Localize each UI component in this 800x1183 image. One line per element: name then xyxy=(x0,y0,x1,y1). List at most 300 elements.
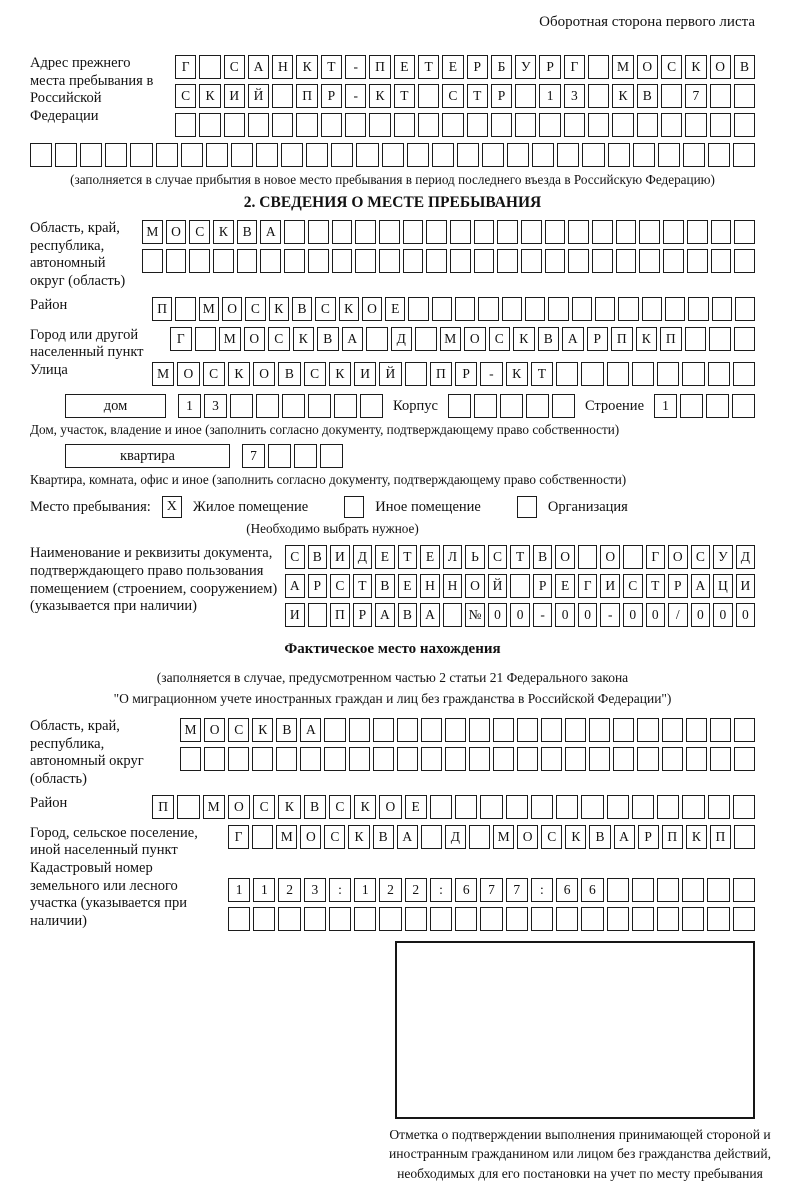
char-cell[interactable]: К xyxy=(513,327,535,351)
char-cell[interactable] xyxy=(623,545,643,569)
char-cell[interactable]: Д xyxy=(353,545,373,569)
char-cell[interactable] xyxy=(206,143,228,167)
char-cell[interactable]: Р xyxy=(321,84,342,108)
char-cell[interactable]: 1 xyxy=(228,878,250,902)
char-cell[interactable] xyxy=(506,795,528,819)
char-cell[interactable]: Е xyxy=(375,545,395,569)
char-cell[interactable] xyxy=(469,718,490,742)
char-cell[interactable]: Р xyxy=(353,603,373,627)
char-cell[interactable] xyxy=(450,249,471,273)
char-cell[interactable] xyxy=(426,249,447,273)
char-cell[interactable]: П xyxy=(330,603,350,627)
char-cell[interactable] xyxy=(733,795,755,819)
char-cell[interactable] xyxy=(284,249,305,273)
char-cell[interactable]: Е xyxy=(394,55,415,79)
char-cell[interactable]: С xyxy=(489,327,511,351)
char-cell[interactable]: С xyxy=(245,297,265,321)
char-cell[interactable] xyxy=(568,249,589,273)
char-cell[interactable] xyxy=(382,143,404,167)
char-cell[interactable]: И xyxy=(600,574,620,598)
char-cell[interactable]: К xyxy=(199,84,220,108)
char-cell[interactable]: - xyxy=(345,84,366,108)
char-cell[interactable]: В xyxy=(533,545,553,569)
char-cell[interactable]: О xyxy=(668,545,688,569)
char-cell[interactable] xyxy=(733,362,755,386)
char-cell[interactable] xyxy=(237,249,258,273)
char-cell[interactable] xyxy=(278,907,300,931)
char-cell[interactable] xyxy=(334,394,357,418)
char-cell[interactable] xyxy=(545,220,566,244)
char-cell[interactable] xyxy=(430,907,452,931)
char-cell[interactable]: 3 xyxy=(564,84,585,108)
char-cell[interactable] xyxy=(199,55,220,79)
char-cell[interactable] xyxy=(637,113,658,137)
char-cell[interactable] xyxy=(256,143,278,167)
char-cell[interactable]: М xyxy=(203,795,225,819)
char-cell[interactable] xyxy=(379,249,400,273)
char-cell[interactable]: 2 xyxy=(278,878,300,902)
char-cell[interactable]: Г xyxy=(564,55,585,79)
char-cell[interactable]: К xyxy=(339,297,359,321)
char-cell[interactable]: Е xyxy=(442,55,463,79)
char-cell[interactable]: К xyxy=(228,362,250,386)
char-cell[interactable] xyxy=(282,394,305,418)
char-cell[interactable]: О xyxy=(555,545,575,569)
char-cell[interactable] xyxy=(556,362,578,386)
char-cell[interactable]: К xyxy=(348,825,369,849)
char-cell[interactable]: П xyxy=(611,327,633,351)
char-cell[interactable]: В xyxy=(375,574,395,598)
char-cell[interactable] xyxy=(331,143,353,167)
char-cell[interactable] xyxy=(199,113,220,137)
char-cell[interactable]: 0 xyxy=(578,603,598,627)
char-cell[interactable]: 6 xyxy=(455,878,477,902)
char-cell[interactable]: Т xyxy=(467,84,488,108)
char-cell[interactable]: С xyxy=(691,545,711,569)
char-cell[interactable]: М xyxy=(440,327,462,351)
char-cell[interactable] xyxy=(421,747,442,771)
char-cell[interactable] xyxy=(733,143,755,167)
char-cell[interactable] xyxy=(581,795,603,819)
char-cell[interactable]: Б xyxy=(491,55,512,79)
char-cell[interactable]: С xyxy=(488,545,508,569)
char-cell[interactable]: О xyxy=(166,220,187,244)
char-cell[interactable] xyxy=(502,297,522,321)
char-cell[interactable]: П xyxy=(662,825,683,849)
char-cell[interactable] xyxy=(177,795,199,819)
char-cell[interactable] xyxy=(80,143,102,167)
char-cell[interactable]: И xyxy=(354,362,376,386)
char-cell[interactable]: Р xyxy=(467,55,488,79)
char-cell[interactable]: В xyxy=(538,327,560,351)
char-cell[interactable]: М xyxy=(493,825,514,849)
char-cell[interactable] xyxy=(397,747,418,771)
char-cell[interactable] xyxy=(734,220,755,244)
char-cell[interactable]: 1 xyxy=(178,394,201,418)
char-cell[interactable]: Е xyxy=(385,297,405,321)
char-cell[interactable]: Т xyxy=(353,574,373,598)
char-cell[interactable] xyxy=(355,249,376,273)
char-cell[interactable] xyxy=(379,220,400,244)
char-cell[interactable] xyxy=(252,747,273,771)
char-cell[interactable] xyxy=(510,574,530,598)
char-cell[interactable]: А xyxy=(614,825,635,849)
char-cell[interactable]: О xyxy=(222,297,242,321)
char-cell[interactable] xyxy=(455,795,477,819)
char-cell[interactable]: 1 xyxy=(354,878,376,902)
char-cell[interactable]: О xyxy=(637,55,658,79)
char-cell[interactable] xyxy=(379,907,401,931)
char-cell[interactable] xyxy=(613,718,634,742)
char-cell[interactable] xyxy=(711,249,732,273)
char-cell[interactable] xyxy=(272,84,293,108)
char-cell[interactable] xyxy=(545,249,566,273)
char-cell[interactable]: 1 xyxy=(539,84,560,108)
char-cell[interactable]: Г xyxy=(228,825,249,849)
char-cell[interactable] xyxy=(360,394,383,418)
char-cell[interactable] xyxy=(734,747,755,771)
char-cell[interactable] xyxy=(248,113,269,137)
char-cell[interactable] xyxy=(616,249,637,273)
char-cell[interactable]: В xyxy=(637,84,658,108)
char-cell[interactable]: С xyxy=(203,362,225,386)
char-cell[interactable] xyxy=(260,249,281,273)
char-cell[interactable] xyxy=(430,795,452,819)
char-cell[interactable]: А xyxy=(397,825,418,849)
char-cell[interactable] xyxy=(639,220,660,244)
char-cell[interactable] xyxy=(589,718,610,742)
char-cell[interactable]: П xyxy=(152,297,172,321)
char-cell[interactable]: С xyxy=(285,545,305,569)
char-cell[interactable] xyxy=(581,907,603,931)
char-cell[interactable]: О xyxy=(465,574,485,598)
char-cell[interactable]: 3 xyxy=(204,394,227,418)
char-cell[interactable] xyxy=(557,143,579,167)
char-cell[interactable] xyxy=(663,249,684,273)
char-cell[interactable]: 1 xyxy=(253,878,275,902)
char-cell[interactable] xyxy=(632,907,654,931)
char-cell[interactable]: С xyxy=(623,574,643,598)
char-cell[interactable] xyxy=(300,747,321,771)
char-cell[interactable]: О xyxy=(244,327,266,351)
char-cell[interactable] xyxy=(517,747,538,771)
char-cell[interactable]: А xyxy=(562,327,584,351)
char-cell[interactable]: П xyxy=(296,84,317,108)
char-cell[interactable]: 7 xyxy=(480,878,502,902)
char-cell[interactable] xyxy=(710,747,731,771)
char-cell[interactable] xyxy=(421,718,442,742)
char-cell[interactable] xyxy=(224,113,245,137)
char-cell[interactable] xyxy=(734,113,755,137)
char-cell[interactable] xyxy=(332,249,353,273)
char-cell[interactable]: 0 xyxy=(555,603,575,627)
char-cell[interactable] xyxy=(661,84,682,108)
char-cell[interactable]: С xyxy=(175,84,196,108)
char-cell[interactable]: 2 xyxy=(379,878,401,902)
char-cell[interactable]: О xyxy=(204,718,225,742)
char-cell[interactable]: С xyxy=(329,795,351,819)
char-cell[interactable] xyxy=(442,113,463,137)
char-cell[interactable] xyxy=(478,297,498,321)
char-cell[interactable] xyxy=(588,113,609,137)
char-cell[interactable]: 0 xyxy=(510,603,530,627)
char-cell[interactable]: Т xyxy=(321,55,342,79)
char-cell[interactable]: С xyxy=(224,55,245,79)
char-cell[interactable] xyxy=(665,297,685,321)
char-cell[interactable]: В xyxy=(278,362,300,386)
char-cell[interactable] xyxy=(175,113,196,137)
char-cell[interactable] xyxy=(607,878,629,902)
char-cell[interactable] xyxy=(687,249,708,273)
char-cell[interactable]: К xyxy=(636,327,658,351)
char-cell[interactable] xyxy=(455,297,475,321)
char-cell[interactable]: Н xyxy=(272,55,293,79)
char-cell[interactable]: 0 xyxy=(691,603,711,627)
char-cell[interactable] xyxy=(281,143,303,167)
char-cell[interactable] xyxy=(231,143,253,167)
char-cell[interactable] xyxy=(709,327,731,351)
char-cell[interactable]: П xyxy=(660,327,682,351)
char-cell[interactable] xyxy=(657,362,679,386)
char-cell[interactable]: Т xyxy=(510,545,530,569)
char-cell[interactable]: В xyxy=(237,220,258,244)
char-cell[interactable]: К xyxy=(612,84,633,108)
char-cell[interactable] xyxy=(491,113,512,137)
char-cell[interactable]: Д xyxy=(391,327,413,351)
char-cell[interactable] xyxy=(156,143,178,167)
char-cell[interactable]: Й xyxy=(488,574,508,598)
char-cell[interactable]: Г xyxy=(170,327,192,351)
char-cell[interactable] xyxy=(734,718,755,742)
char-cell[interactable]: - xyxy=(600,603,620,627)
char-cell[interactable]: А xyxy=(342,327,364,351)
char-cell[interactable] xyxy=(710,113,731,137)
char-cell[interactable]: С xyxy=(268,327,290,351)
char-cell[interactable]: 6 xyxy=(556,878,578,902)
char-cell[interactable]: И xyxy=(285,603,305,627)
char-cell[interactable] xyxy=(682,795,704,819)
char-cell[interactable] xyxy=(272,113,293,137)
char-cell[interactable]: М xyxy=(219,327,241,351)
checkbox-residential[interactable]: X xyxy=(162,496,182,518)
char-cell[interactable] xyxy=(304,907,326,931)
char-cell[interactable]: П xyxy=(152,795,174,819)
char-cell[interactable] xyxy=(521,249,542,273)
char-cell[interactable]: Е xyxy=(420,545,440,569)
char-cell[interactable]: Р xyxy=(308,574,328,598)
char-cell[interactable] xyxy=(366,327,388,351)
char-cell[interactable] xyxy=(354,907,376,931)
char-cell[interactable] xyxy=(329,907,351,931)
char-cell[interactable]: Р xyxy=(539,55,560,79)
char-cell[interactable] xyxy=(589,747,610,771)
char-cell[interactable] xyxy=(213,249,234,273)
char-cell[interactable]: Р xyxy=(668,574,688,598)
char-cell[interactable] xyxy=(592,220,613,244)
char-cell[interactable] xyxy=(711,220,732,244)
char-cell[interactable] xyxy=(432,297,452,321)
char-cell[interactable] xyxy=(457,143,479,167)
char-cell[interactable] xyxy=(308,220,329,244)
char-cell[interactable] xyxy=(565,718,586,742)
char-cell[interactable] xyxy=(515,113,536,137)
char-cell[interactable] xyxy=(445,747,466,771)
char-cell[interactable] xyxy=(581,362,603,386)
char-cell[interactable] xyxy=(308,603,328,627)
char-cell[interactable] xyxy=(556,907,578,931)
char-cell[interactable] xyxy=(588,84,609,108)
char-cell[interactable]: Ц xyxy=(713,574,733,598)
char-cell[interactable] xyxy=(308,394,331,418)
checkbox-organization[interactable] xyxy=(517,496,537,518)
char-cell[interactable] xyxy=(607,795,629,819)
char-cell[interactable]: А xyxy=(375,603,395,627)
char-cell[interactable] xyxy=(639,249,660,273)
char-cell[interactable] xyxy=(320,444,343,468)
char-cell[interactable]: 0 xyxy=(488,603,508,627)
char-cell[interactable] xyxy=(618,297,638,321)
char-cell[interactable] xyxy=(356,143,378,167)
char-cell[interactable] xyxy=(405,362,427,386)
char-cell[interactable] xyxy=(539,113,560,137)
char-cell[interactable]: Т xyxy=(646,574,666,598)
char-cell[interactable]: Н xyxy=(443,574,463,598)
char-cell[interactable] xyxy=(592,249,613,273)
char-cell[interactable]: С xyxy=(315,297,335,321)
char-cell[interactable]: Д xyxy=(736,545,756,569)
char-cell[interactable] xyxy=(680,394,703,418)
char-cell[interactable] xyxy=(306,143,328,167)
char-cell[interactable]: О xyxy=(362,297,382,321)
char-cell[interactable] xyxy=(686,718,707,742)
char-cell[interactable]: К xyxy=(296,55,317,79)
char-cell[interactable]: К xyxy=(354,795,376,819)
char-cell[interactable]: О xyxy=(177,362,199,386)
char-cell[interactable] xyxy=(706,394,729,418)
char-cell[interactable]: Н xyxy=(420,574,440,598)
char-cell[interactable] xyxy=(568,220,589,244)
char-cell[interactable]: С xyxy=(189,220,210,244)
char-cell[interactable] xyxy=(355,220,376,244)
char-cell[interactable] xyxy=(450,220,471,244)
char-cell[interactable]: И xyxy=(224,84,245,108)
char-cell[interactable]: О xyxy=(253,362,275,386)
char-cell[interactable] xyxy=(710,84,731,108)
char-cell[interactable] xyxy=(608,143,630,167)
char-cell[interactable] xyxy=(515,84,536,108)
char-cell[interactable]: О xyxy=(600,545,620,569)
char-cell[interactable]: А xyxy=(260,220,281,244)
char-cell[interactable] xyxy=(332,220,353,244)
char-cell[interactable] xyxy=(426,220,447,244)
char-cell[interactable] xyxy=(734,249,755,273)
char-cell[interactable] xyxy=(324,747,345,771)
char-cell[interactable] xyxy=(682,907,704,931)
char-cell[interactable] xyxy=(521,220,542,244)
char-cell[interactable] xyxy=(469,747,490,771)
char-cell[interactable]: Й xyxy=(379,362,401,386)
char-cell[interactable] xyxy=(507,143,529,167)
char-cell[interactable] xyxy=(405,907,427,931)
char-cell[interactable] xyxy=(637,747,658,771)
char-cell[interactable] xyxy=(252,825,273,849)
char-cell[interactable]: К xyxy=(252,718,273,742)
char-cell[interactable] xyxy=(130,143,152,167)
char-cell[interactable] xyxy=(324,718,345,742)
char-cell[interactable] xyxy=(662,747,683,771)
char-cell[interactable] xyxy=(707,907,729,931)
char-cell[interactable]: Г xyxy=(175,55,196,79)
char-cell[interactable]: В xyxy=(276,718,297,742)
char-cell[interactable] xyxy=(642,297,662,321)
char-cell[interactable] xyxy=(268,444,291,468)
char-cell[interactable] xyxy=(308,249,329,273)
char-cell[interactable] xyxy=(443,603,463,627)
char-cell[interactable]: № xyxy=(465,603,485,627)
char-cell[interactable] xyxy=(418,84,439,108)
char-cell[interactable] xyxy=(480,907,502,931)
char-cell[interactable]: Г xyxy=(578,574,598,598)
char-cell[interactable] xyxy=(493,718,514,742)
char-cell[interactable]: Е xyxy=(398,574,418,598)
char-cell[interactable]: А xyxy=(285,574,305,598)
char-cell[interactable] xyxy=(734,825,755,849)
char-cell[interactable]: А xyxy=(691,574,711,598)
char-cell[interactable] xyxy=(733,907,755,931)
char-cell[interactable] xyxy=(204,747,225,771)
char-cell[interactable] xyxy=(394,113,415,137)
char-cell[interactable] xyxy=(525,297,545,321)
char-cell[interactable]: М xyxy=(199,297,219,321)
char-cell[interactable]: К xyxy=(293,327,315,351)
char-cell[interactable] xyxy=(30,143,52,167)
char-cell[interactable]: С xyxy=(253,795,275,819)
char-cell[interactable]: П xyxy=(369,55,390,79)
char-cell[interactable] xyxy=(732,394,755,418)
char-cell[interactable]: С xyxy=(661,55,682,79)
char-cell[interactable]: Р xyxy=(587,327,609,351)
char-cell[interactable] xyxy=(633,143,655,167)
char-cell[interactable] xyxy=(415,327,437,351)
char-cell[interactable] xyxy=(469,825,490,849)
char-cell[interactable]: К xyxy=(369,84,390,108)
char-cell[interactable]: У xyxy=(515,55,536,79)
char-cell[interactable] xyxy=(734,327,756,351)
char-cell[interactable]: С xyxy=(330,574,350,598)
char-cell[interactable]: 1 xyxy=(654,394,677,418)
char-cell[interactable] xyxy=(166,249,187,273)
char-cell[interactable] xyxy=(688,297,708,321)
char-cell[interactable] xyxy=(607,907,629,931)
char-cell[interactable]: Ь xyxy=(465,545,485,569)
char-cell[interactable] xyxy=(616,220,637,244)
char-cell[interactable]: К xyxy=(213,220,234,244)
char-cell[interactable] xyxy=(349,747,370,771)
char-cell[interactable]: 7 xyxy=(685,84,706,108)
char-cell[interactable]: А xyxy=(420,603,440,627)
char-cell[interactable] xyxy=(448,394,471,418)
char-cell[interactable] xyxy=(657,907,679,931)
char-cell[interactable]: 6 xyxy=(581,878,603,902)
char-cell[interactable]: Е xyxy=(555,574,575,598)
char-cell[interactable] xyxy=(482,143,504,167)
char-cell[interactable]: : xyxy=(531,878,553,902)
char-cell[interactable] xyxy=(531,907,553,931)
char-cell[interactable]: С xyxy=(442,84,463,108)
char-cell[interactable] xyxy=(105,143,127,167)
char-cell[interactable] xyxy=(552,394,575,418)
char-cell[interactable] xyxy=(500,394,523,418)
